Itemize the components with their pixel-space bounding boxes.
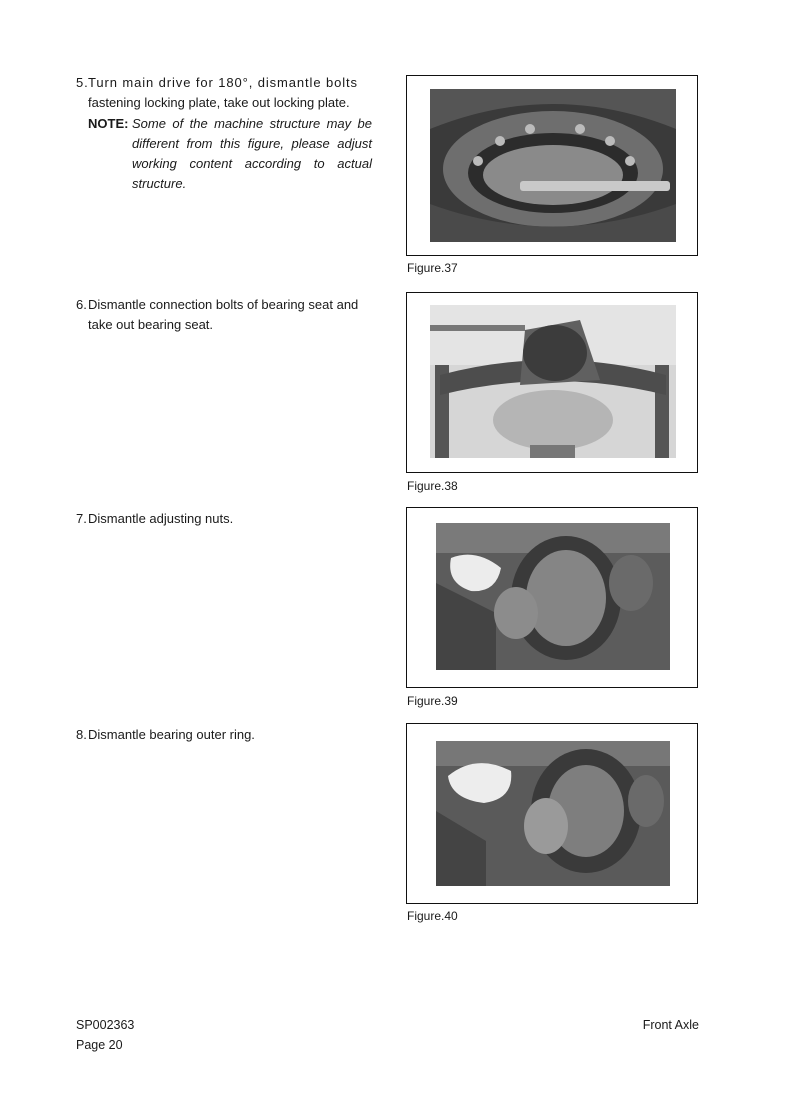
figure-40-photo	[436, 741, 670, 886]
figure-caption: Figure.37	[407, 261, 458, 275]
step-7	[76, 509, 372, 529]
step-text: Dismantle bearing outer ring.	[88, 727, 255, 742]
step-8	[76, 725, 372, 745]
step-text: fastening locking plate, take out locking plate.	[88, 95, 350, 110]
step-6	[76, 295, 372, 335]
step-number: 8.	[76, 727, 87, 742]
step-text: Dismantle adjusting nuts.	[88, 511, 234, 526]
step-number: 6.	[76, 297, 87, 312]
figure-caption: Figure.40	[407, 909, 458, 923]
footer-page-number: Page 20	[76, 1038, 123, 1052]
note-line: Some of the machine structure may be	[132, 116, 372, 131]
note-label: NOTE:	[88, 116, 129, 131]
figure-39-photo	[436, 523, 670, 670]
step-number: 7.	[76, 511, 87, 526]
step-number: 5.	[76, 75, 89, 90]
step-5	[76, 73, 372, 113]
footer-doc-code: SP002363	[76, 1018, 135, 1032]
step-text: Turn main drive for 180°, dismantle bolts	[88, 75, 358, 90]
note-line: structure.	[132, 176, 187, 191]
figure-38-photo	[430, 305, 676, 458]
figure-caption: Figure.39	[407, 694, 458, 708]
note-line: working content according to actual	[132, 156, 372, 171]
figure-caption: Figure.38	[407, 479, 458, 493]
step-text: Dismantle connection bolts of bearing seat and	[88, 297, 359, 312]
note-line: different from this figure, please adjust	[132, 136, 372, 151]
figure-37-photo	[430, 89, 676, 242]
step-text: take out bearing seat.	[88, 317, 214, 332]
footer-section-title: Front Axle	[642, 1018, 699, 1032]
note-text	[132, 114, 372, 194]
